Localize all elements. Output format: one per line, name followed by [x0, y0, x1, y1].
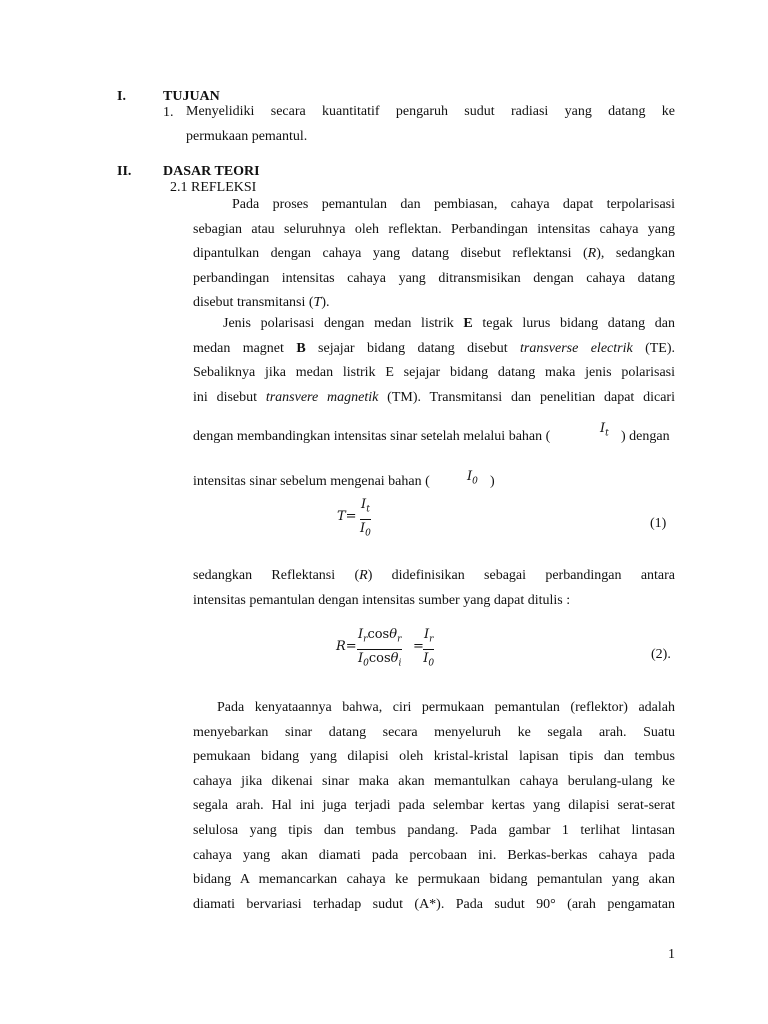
- symbol-E: E: [463, 316, 473, 331]
- subscript: i: [398, 658, 402, 669]
- eq1-fraction: [360, 496, 371, 542]
- text-run: ), sedangkan: [596, 246, 675, 262]
- symbol-I: I: [361, 497, 367, 512]
- text-run: dipantulkan dengan cahaya yang datang disebut reflektansi (: [193, 246, 588, 262]
- paragraph-reflector: [193, 696, 675, 917]
- objective-line: permukaan pemantul.: [186, 128, 308, 144]
- symbol-I0: [467, 469, 478, 487]
- paragraph-line: cahaya yang akan diamati pada percobaan ini. Berkas-berkas cahaya pada: [193, 847, 675, 863]
- paragraph-line: Pada proses pemantulan dan pembiasan, cahaya dapat terpolarisasi: [232, 197, 675, 212]
- text-run: sejajar bidang datang disebut: [305, 340, 520, 356]
- paragraph-line: menyebarkan sinar datang secara menyeluruh ke segala arah. Suatu: [193, 724, 675, 740]
- symbol-R: R: [587, 246, 597, 262]
- paragraph-line: selulosa yang tipis dan tembus pandang. Pada gambar 1 terlihat lintasan: [193, 822, 675, 838]
- paragraph-line: Sebaliknya jika medan listrik E sejajar bidang datang maka jenis polarisasi: [193, 365, 675, 381]
- paragraph-line: sebagian atau seluruhnya oleh reflektan. Perbandingan intensitas cahaya yang: [193, 221, 675, 237]
- text-run: ) didefinisikan sebagai perbandingan antara: [367, 568, 676, 583]
- paragraph-line-bahan: dengan membandingkan intensitas sinar setelah melalui bahan (: [193, 429, 551, 444]
- eq2-denominator-2: [423, 650, 434, 673]
- text-run: sedangkan Reflektansi (: [193, 568, 360, 583]
- paragraph-line: pemukaan bidang yang dilapisi oleh kristal-kristal lapisan tipis dan tembus: [193, 749, 675, 765]
- symbol-T: T: [313, 295, 322, 311]
- subscript: t: [366, 504, 370, 515]
- eq2-numerator-1: [357, 626, 402, 650]
- symbol-I: I: [358, 650, 364, 666]
- subscript: 0: [428, 658, 435, 669]
- eq1-denominator: [360, 520, 371, 543]
- paragraph-line: [193, 312, 675, 337]
- eq2-equals: =: [413, 639, 424, 654]
- text-run: disebut transmitansi (: [193, 295, 314, 311]
- paragraph-line-sebelum: intensitas sinar sebelum mengenai bahan (: [193, 474, 430, 489]
- text-run: ini disebut: [193, 389, 266, 405]
- eq2-lhs: [336, 639, 357, 654]
- paragraph-line: intensitas pemantulan dengan intensitas sumber yang dapat ditulis :: [193, 592, 571, 608]
- symbol-R: R: [336, 639, 346, 654]
- subscript: r: [363, 634, 368, 645]
- paragraph-line: [193, 242, 675, 267]
- subscript: r: [429, 634, 434, 645]
- equals-sign: =: [345, 509, 357, 524]
- subscript: 0: [363, 658, 369, 669]
- eq2-fraction-1: [357, 626, 402, 672]
- eq2-label: (2).: [651, 647, 671, 662]
- symbol-I: I: [423, 650, 429, 666]
- objective-line: Menyelidiki secara kuantitatif pengaruh sudut radiasi yang datang ke: [186, 104, 675, 119]
- equals-sign: =: [345, 639, 357, 654]
- paragraph-line: segala arah. Hal ini juga terjadi pada selembar kertas yang dilapisi serat-serat: [193, 798, 675, 814]
- paragraph-line: diamati bervariasi terhadap sudut (A*). Pada sudut 90° (arah pengamatan: [193, 896, 675, 912]
- symbol-I: I: [358, 627, 364, 642]
- paragraph-polarization: [193, 312, 675, 410]
- paragraph-line: [193, 386, 675, 411]
- text-run: (TE).: [632, 340, 676, 356]
- paragraph-reflectance: [193, 564, 675, 613]
- text-run: (TM). Transmitansi dan penelitian dapat dicari: [378, 389, 675, 405]
- objective-item-number: 1.: [163, 105, 174, 120]
- symbol-B: B: [296, 340, 306, 356]
- symbol-I: I: [424, 627, 430, 642]
- subscript: 0: [365, 528, 371, 539]
- paragraph-reflection: [193, 193, 675, 316]
- term-te: transverse electrik: [520, 340, 633, 356]
- eq2-fraction-2: [423, 626, 434, 672]
- page-number: 1: [668, 947, 675, 962]
- cos-text: cos: [367, 627, 390, 642]
- subscript: r: [397, 634, 402, 645]
- paragraph-line-end: ): [490, 474, 495, 489]
- eq2-numerator-2: [423, 626, 434, 650]
- theta-symbol: θ: [390, 650, 399, 666]
- section-1-number: I.: [117, 89, 126, 104]
- eq1-lhs: [337, 509, 357, 524]
- paragraph-line: perbandingan intensitas cahaya yang ditransmisikan dengan cahaya datang: [193, 270, 675, 286]
- symbol-It: [600, 421, 609, 439]
- text-run: Jenis polarisasi dengan medan listrik: [223, 316, 464, 331]
- section-1-heading: TUJUAN: [163, 89, 220, 104]
- symbol-I: I: [600, 421, 606, 436]
- symbol-T: T: [337, 509, 346, 524]
- symbol-R: R: [359, 568, 368, 583]
- eq1-numerator: [360, 496, 371, 520]
- objective-item-text: [186, 100, 675, 149]
- paragraph-line: Pada kenyataannya bahwa, ciri permukaan pemantulan (reflektor) adalah: [217, 700, 675, 715]
- text-run: medan magnet: [193, 340, 297, 356]
- subscript: t: [605, 428, 609, 439]
- theta-symbol: θ: [389, 627, 398, 642]
- term-tm: transvere magnetik: [265, 389, 379, 405]
- symbol-I: I: [360, 520, 366, 536]
- eq1-label: (1): [650, 516, 667, 531]
- paragraph-line: [193, 337, 675, 362]
- paragraph-line: cahaya jika dikenai sinar maka akan memantulkan cahaya berulang-ulang ke: [193, 773, 675, 789]
- text-run: ).: [321, 295, 330, 311]
- subsection-heading: 2.1 REFLEKSI: [170, 180, 257, 195]
- section-2-heading: DASAR TEORI: [163, 164, 260, 179]
- paragraph-line: [193, 564, 675, 589]
- paragraph-line-end: ) dengan: [621, 429, 670, 444]
- text-run: tegak lurus bidang datang dan: [472, 316, 675, 331]
- section-2-number: II.: [117, 164, 132, 179]
- eq2-denominator-1: [357, 650, 402, 673]
- paragraph-line: bidang A memancarkan cahaya ke permukaan bidang pemantulan yang akan: [193, 872, 675, 888]
- cos-text: cos: [368, 650, 391, 666]
- subscript: 0: [472, 476, 478, 487]
- symbol-I: I: [467, 469, 473, 484]
